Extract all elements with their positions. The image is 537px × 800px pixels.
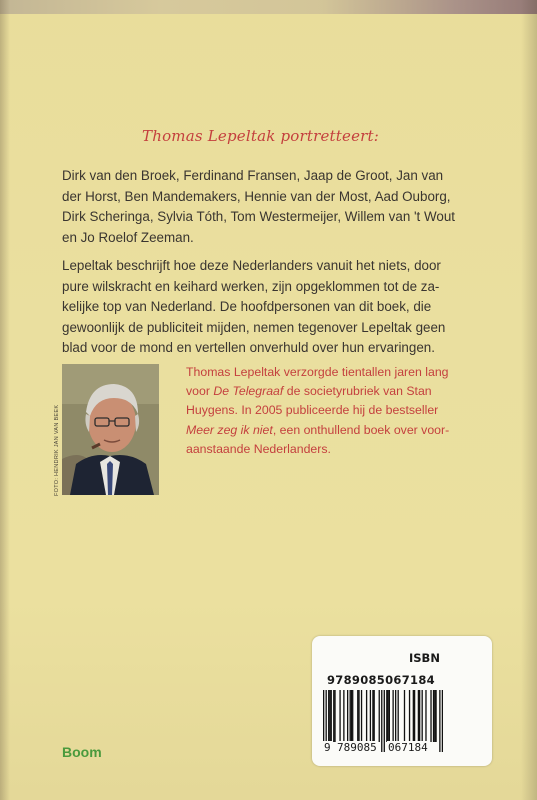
barcode-bar: [361, 690, 362, 742]
names-line: Dirk van den Broek, Ferdinand Fransen, Jaap de Groot, Jan van: [62, 168, 444, 183]
barcode-bar: [366, 690, 367, 742]
author-bio: [186, 363, 486, 459]
author-photo: [62, 364, 159, 495]
photo-credit: FOTO: HENDRIK JAN VAN BEEK: [54, 404, 60, 496]
barcode-bar: [357, 690, 358, 742]
top-edge-strip: [0, 0, 537, 14]
barcode-bar: [374, 690, 375, 742]
barcode-bar: [434, 690, 435, 742]
names-line: en Jo Roelof Zeeman.: [62, 229, 194, 245]
description-line: Lepeltak beschrijft hoe deze Nederlanders vanuit het niets, door: [62, 258, 441, 273]
barcode-bar: [414, 690, 415, 742]
barcode-bar: [395, 690, 396, 742]
isbn-number: 9789085067184: [327, 673, 435, 687]
barcode-bar: [328, 690, 329, 742]
barcode-digit-group1: 789085: [337, 741, 377, 754]
barcode-bar: [392, 690, 393, 742]
barcode-bar: [343, 690, 344, 742]
barcode-bar: [433, 690, 434, 742]
barcode-bar: [331, 690, 332, 742]
description-paragraph: [62, 256, 482, 359]
bio-line: aanstaande Nederlanders.: [186, 441, 331, 456]
barcode-bar: [347, 690, 348, 742]
barcode-bar: [389, 690, 390, 742]
description-line: pure wilskracht en keihard werken, zijn opgeklommen tot de za-: [62, 278, 440, 294]
barcode-bar: [409, 690, 410, 742]
barcode-bar: [425, 690, 426, 742]
bio-line: Meer zeg ik niet, een onthullend boek over voor-: [186, 422, 450, 437]
spine-shadow: [0, 0, 10, 800]
barcode-bar: [404, 690, 405, 742]
barcode-bar: [370, 690, 371, 742]
barcode-bar: [379, 690, 380, 742]
barcode-bar: [334, 690, 335, 742]
barcode-digit-first: 9: [324, 741, 331, 754]
barcode-bar: [351, 690, 352, 742]
barcode-digit-group2: 067184: [388, 741, 428, 754]
bio-line: voor De Telegraaf de societyrubriek van Stan: [186, 384, 432, 399]
barcode-bar: [387, 690, 388, 742]
barcode-bar: [352, 690, 353, 742]
bio-line: Thomas Lepeltak verzorgde tientallen jaren lang: [186, 365, 449, 379]
right-edge-shadow: [521, 0, 537, 800]
barcode-digits: [323, 741, 448, 755]
barcode-bar: [418, 690, 419, 742]
isbn-label: ISBN: [409, 651, 440, 665]
barcode-bar: [333, 690, 334, 742]
barcode-bar: [419, 690, 420, 742]
cover-heading: Thomas Lepeltak portretteert:: [142, 127, 380, 145]
description-line: blad voor de mond en vertellen onverhuld over hun ervaringen.: [62, 340, 435, 355]
newspaper-title: De Telegraaf: [213, 384, 284, 399]
names-paragraph: [62, 166, 482, 248]
barcode-bar: [329, 690, 330, 742]
book-title: Meer zeg ik niet: [186, 422, 273, 437]
barcode-bar: [398, 690, 399, 742]
barcode-bar: [413, 690, 414, 742]
names-line: Dirk Scheringa, Sylvia Tóth, Tom Westermeijer, Willem van 't Wout: [62, 209, 455, 224]
barcode-bar: [435, 690, 436, 742]
bio-line: Huygens. In 2005 publiceerde hij de bestseller: [186, 403, 439, 418]
description-line: gewoonlijk de publiciteit mijden, nemen tegenover Lepeltak geen: [62, 319, 446, 335]
publisher-logo: Boom: [62, 744, 102, 760]
barcode-bar: [386, 690, 387, 742]
barcode-bar: [372, 690, 373, 742]
barcode-bar: [350, 690, 351, 742]
description-line: kelijke top van Nederland. De hoofdpersonen van dit boek, die: [62, 299, 432, 314]
barcode-bar: [358, 690, 359, 742]
names-line: der Horst, Ben Mandemakers, Hennie van der Most, Aad Ouborg,: [62, 188, 451, 204]
barcode-bar: [339, 690, 340, 742]
author-portrait-illustration: [62, 364, 159, 495]
barcode-bar: [430, 690, 431, 742]
barcode-bar: [422, 690, 423, 742]
